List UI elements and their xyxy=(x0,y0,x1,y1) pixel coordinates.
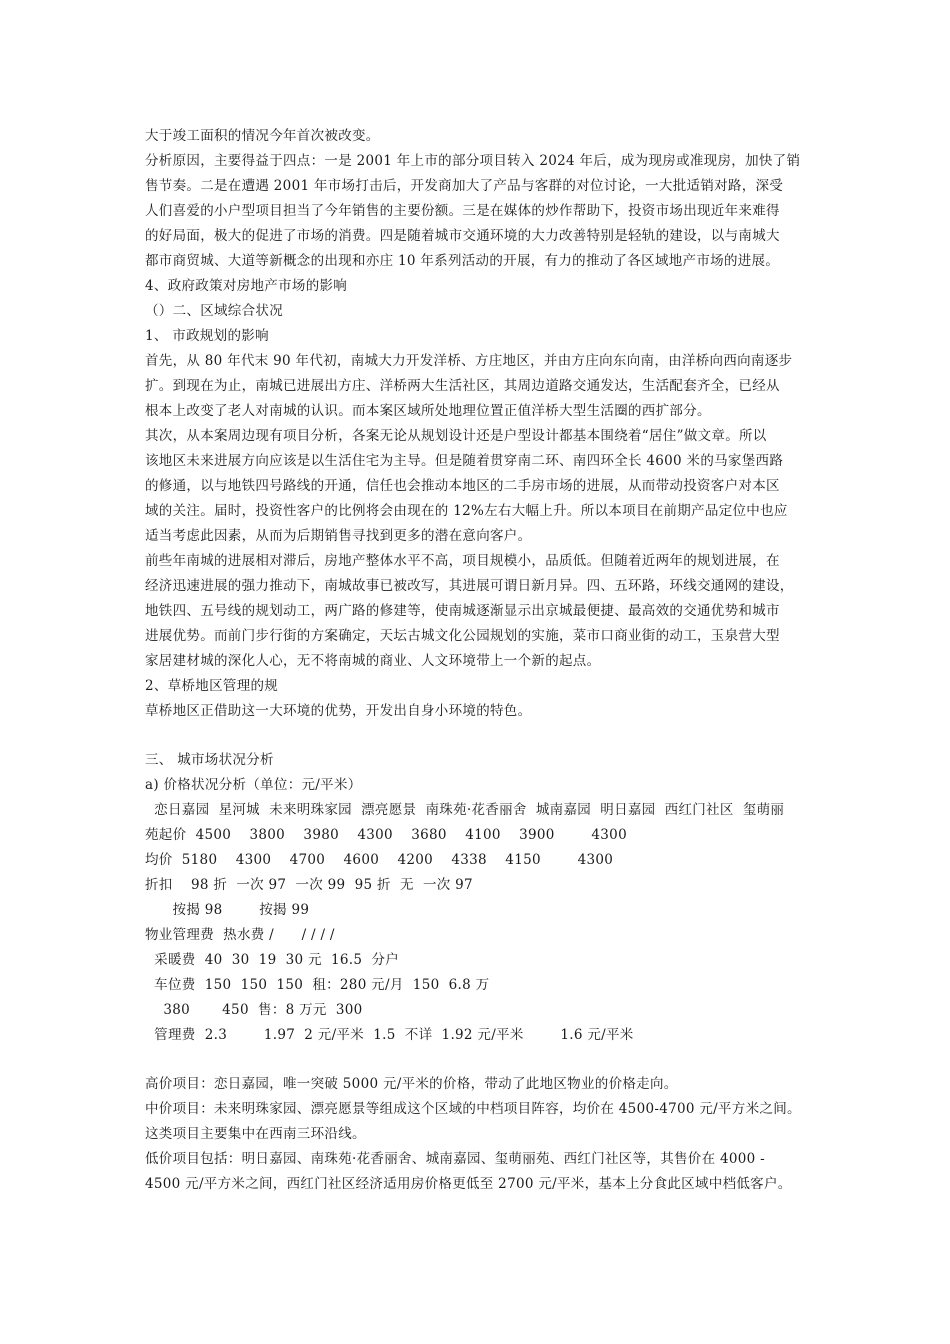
price-table-property-fee: 物业管理费 热水费 / / / / / xyxy=(145,927,335,943)
summary-line: 中价项目：未来明珠家园、漂亮愿景等组成这个区域的中档项目阵容，均价在 4500-4700 元/平方米之间。 xyxy=(145,1101,801,1117)
body-line: 地铁四、五号线的规划动工，两广路的修建等，使南城逐渐显示出京城最便捷、最高效的交通优势和城市 xyxy=(145,603,780,619)
body-line: 分析原因，主要得益于四点：一是 2001 年上市的部分项目转入 2024 年后，成为现房或准现房，加快了销 xyxy=(145,153,801,169)
body-line: 根本上改变了老人对南城的认识。而本案区域所处地理位置正值洋桥大型生活圈的西扩部分。 xyxy=(145,403,711,419)
price-table-discount: 折扣 98 折 一次 97 一次 99 95 折 无 一次 97 xyxy=(145,877,473,893)
body-line: 进展优势。而前门步行街的方案确定，天坛古城文化公园规划的实施，菜市口商业街的动工，玉泉营大型 xyxy=(145,628,780,644)
summary-line: 低价项目包括：明日嘉园、南珠苑·花香丽舍、城南嘉园、玺萌丽苑、西红门社区等，其售价在 4000 - xyxy=(145,1151,765,1167)
body-line: 都市商贸城、大道等新概念的出现和亦庄 10 年系列活动的开展，有力的推动了各区域地产市场的进展。 xyxy=(145,253,780,269)
price-table-avg-price: 均价 5180 4300 4700 4600 4200 4338 4150 4300 xyxy=(145,852,614,868)
body-line: 的好局面，极大的促进了市场的消费。四是随着城市交通环境的大力改善特别是轻轨的建设，以与南城大 xyxy=(145,228,780,244)
paragraph-gap xyxy=(145,1048,825,1072)
section-heading: 4、政府政策对房地产市场的影响 xyxy=(145,278,348,294)
summary-line: 4500 元/平方米之间，西红门社区经济适用房价格更低至 2700 元/平米，基本上分食此区域中档低客户。 xyxy=(145,1176,792,1192)
section-heading: 三、 城市场状况分析 xyxy=(145,752,274,768)
body-line: 该地区未来进展方向应该是以生活住宅为主导。但是随着贯穿南二环、南四环全长 4600 米的马家堡西路 xyxy=(145,453,784,469)
section-heading: 1、 市政规划的影响 xyxy=(145,328,269,344)
body-line: 的修通，以与地铁四号路线的开通，信任也会推动本地区的二手房市场的进展，从而带动投资客户对本区 xyxy=(145,478,780,494)
price-table-projects: 恋日嘉园 星河城 未来明珠家园 漂亮愿景 南珠苑·花香丽舍 城南嘉园 明日嘉园 西红门社区 玺萌丽 xyxy=(145,802,785,818)
paragraph-gap xyxy=(145,724,825,748)
body-line: 草桥地区正借助这一大环境的优势，开发出自身小环境的特色。 xyxy=(145,703,532,719)
summary-line: 这类项目主要集中在西南三环沿线。 xyxy=(145,1126,366,1142)
body-line: 家居建材城的深化人心，无不将南城的商业、人文环境带上一个新的起点。 xyxy=(145,653,601,669)
body-line: 售节奏。二是在遭遇 2001 年市场打击后，开发商加大了产品与客群的对位讨论，一大批适销对路，深受 xyxy=(145,178,784,194)
body-line: 前些年南城的进展相对滞后，房地产整体水平不高，项目规模小，品质低。但随着近两年的规划进展，在 xyxy=(145,553,780,569)
section-heading: 2、草桥地区管理的规 xyxy=(145,678,279,694)
body-line: 其次，从本案周边现有项目分析，各案无论从规划设计还是户型设计都基本围绕着“居住”做文章。所以 xyxy=(145,428,767,444)
summary-line: 高价项目：恋日嘉园，唯一突破 5000 元/平米的价格，带动了此地区物业的价格走向。 xyxy=(145,1076,678,1092)
body-line: 适当考虑此因素，从而为后期销售寻找到更多的潜在意向客户。 xyxy=(145,528,532,544)
price-table-start-price: 苑起价 4500 3800 3980 4300 3680 4100 3900 4300 xyxy=(145,827,627,843)
price-table-mgmt-fee: 管理费 2.3 1.97 2 元/平米 1.5 不详 1.92 元/平米 1.6 元/平米 xyxy=(145,1027,634,1043)
body-line: 域的关注。届时，投资性客户的比例将会由现在的 12%左右大幅上升。所以本项目在前期产品定位中也应 xyxy=(145,503,788,519)
price-table-heating: 采暖费 40 30 19 30 元 16.5 分户 xyxy=(145,952,400,968)
body-line: 大于竣工面积的情况今年首次被改变。 xyxy=(145,128,380,144)
document-page xyxy=(145,124,825,1197)
price-table-parking-2: 380 450 售：8 万元 300 xyxy=(145,1002,363,1018)
body-line: 扩。到现在为止，南城已进展出方庄、洋桥两大生活社区，其周边道路交通发达，生活配套齐全，已经从 xyxy=(145,378,780,394)
body-line: 经济迅速进展的强力推动下，南城故事已被改写，其进展可谓日新月异。四、五环路，环线交通网的建设， xyxy=(145,578,794,594)
section-subheading: a) 价格状况分析（单位：元/平米） xyxy=(145,777,362,793)
price-table-mortgage: 按揭 98 按揭 99 xyxy=(145,902,310,918)
body-line: 人们喜爱的小户型项目担当了今年销售的主要份额。三是在媒体的炒作帮助下，投资市场出现近年来难得 xyxy=(145,203,780,219)
section-heading: （）二、区域综合状况 xyxy=(145,303,283,319)
price-table-parking: 车位费 150 150 150 租：280 元/月 150 6.8 万 xyxy=(145,977,490,993)
body-line: 首先，从 80 年代末 90 年代初，南城大力开发洋桥、方庄地区，并由方庄向东向南，由洋桥向西向南逐步 xyxy=(145,353,793,369)
